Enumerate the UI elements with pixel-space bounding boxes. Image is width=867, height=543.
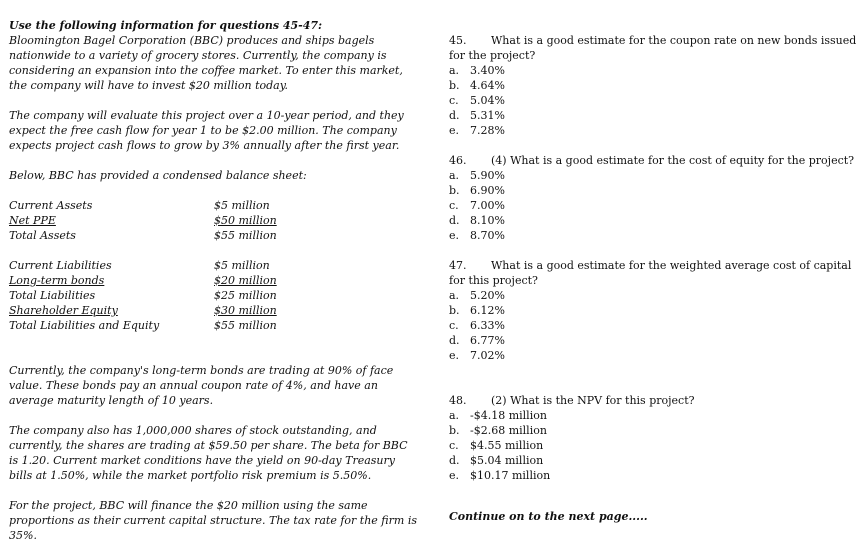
question-text: (4) What is a good estimate for the cost of equity for the project?: [491, 154, 855, 167]
answer-option[interactable]: c. $4.55 million: [449, 439, 544, 452]
row-value: $30 million: [214, 304, 277, 317]
answer-option[interactable]: e. $10.17 million: [449, 469, 551, 482]
answer-option[interactable]: a. -$4.18 million: [449, 409, 547, 422]
liabilities-table: [9, 258, 419, 333]
row-value: $5 million: [214, 199, 270, 212]
case-study-column: [9, 18, 419, 543]
table-row: [9, 198, 419, 213]
row-label: Total Liabilities and Equity: [9, 319, 160, 332]
row-value: $50 million: [214, 214, 277, 227]
question-text: What is a good estimate for the weighted average cost of capital for this project?: [449, 259, 852, 287]
row-value: $55 million: [214, 229, 277, 242]
row-value: $20 million: [214, 274, 277, 287]
row-label: Shareholder Equity: [9, 304, 118, 317]
answer-option[interactable]: b. -$2.68 million: [449, 424, 547, 437]
question-number: 46.: [449, 154, 467, 167]
question-text: What is a good estimate for the coupon rate on new bonds issued for the project?: [449, 34, 857, 62]
bonds-paragraph: Currently, the company's long-term bonds are trading at 90% of face value. These bonds pay an annual coupon rate of 4%, and have an average maturity length of 10 years.: [9, 364, 394, 407]
evaluation-paragraph: The company will evaluate this project over a 10-year period, and they expect the free cash flow for year 1 to be $2.00 million. The company expects project cash flows to grow by 3% annually after the first year.: [9, 109, 404, 152]
table-row: [9, 228, 419, 243]
section-heading: Use the following information for questions 45-47:: [9, 19, 323, 32]
answer-option[interactable]: e. 7.02%: [449, 349, 505, 362]
question-text: (2) What is the NPV for this project?: [491, 394, 695, 407]
answer-option[interactable]: b. 6.90%: [449, 184, 505, 197]
row-label: Current Assets: [9, 199, 93, 212]
question-47: [449, 258, 859, 363]
row-value: $5 million: [214, 259, 270, 272]
answer-option[interactable]: c. 7.00%: [449, 199, 505, 212]
answer-option[interactable]: b. 4.64%: [449, 79, 505, 92]
row-label: Long-term bonds: [9, 274, 105, 287]
questions-column: [449, 33, 859, 535]
question-number: 47.: [449, 259, 467, 272]
answer-option[interactable]: c. 5.04%: [449, 94, 505, 107]
table-row: [9, 288, 419, 303]
question-46: [449, 153, 859, 243]
shares-paragraph: The company also has 1,000,000 shares of stock outstanding, and currently, the shares are trading at $59.50 per share. The beta for BBC is 1.20. Current market conditions have the yield on 90-day Treasury bills at 1.50%, while the market portfolio risk premium is 5.50%.: [9, 424, 408, 482]
answer-option[interactable]: d. 5.31%: [449, 109, 505, 122]
answer-option[interactable]: b. 6.12%: [449, 304, 505, 317]
continue-note: Continue on to the next page.....: [449, 510, 648, 523]
answer-option[interactable]: e. 7.28%: [449, 124, 505, 137]
assets-table: [9, 198, 419, 243]
answer-option[interactable]: d. $5.04 million: [449, 454, 544, 467]
table-row: [9, 213, 419, 228]
question-48: [449, 393, 859, 483]
balance-sheet-intro: Below, BBC has provided a condensed balance sheet:: [9, 169, 307, 182]
financing-paragraph: For the project, BBC will finance the $20 million using the same proportions as their current capital structure. The tax rate for the firm is 35%.: [9, 499, 417, 542]
answer-option[interactable]: a. 5.20%: [449, 289, 505, 302]
question-45: [449, 33, 859, 138]
answer-option[interactable]: a. 3.40%: [449, 64, 505, 77]
question-number: 48.: [449, 394, 467, 407]
question-number: 45.: [449, 34, 467, 47]
table-row: [9, 318, 419, 333]
answer-option[interactable]: a. 5.90%: [449, 169, 505, 182]
table-row: [9, 303, 419, 318]
row-label: Net PPE: [9, 214, 56, 227]
row-value: $25 million: [214, 289, 277, 302]
answer-option[interactable]: e. 8.70%: [449, 229, 505, 242]
intro-paragraph: Bloomington Bagel Corporation (BBC) produces and ships bagels nationwide to a variety of grocery stores. Currently, the company is considering an expansion into the coffee market. To enter this market, the company will have to invest $20 million today.: [9, 34, 403, 92]
answer-option[interactable]: d. 6.77%: [449, 334, 505, 347]
row-label: Current Liabilities: [9, 259, 112, 272]
table-row: [9, 273, 419, 288]
row-value: $55 million: [214, 319, 277, 332]
answer-option[interactable]: c. 6.33%: [449, 319, 505, 332]
answer-option[interactable]: d. 8.10%: [449, 214, 505, 227]
table-row: [9, 258, 419, 273]
row-label: Total Assets: [9, 229, 76, 242]
row-label: Total Liabilities: [9, 289, 96, 302]
